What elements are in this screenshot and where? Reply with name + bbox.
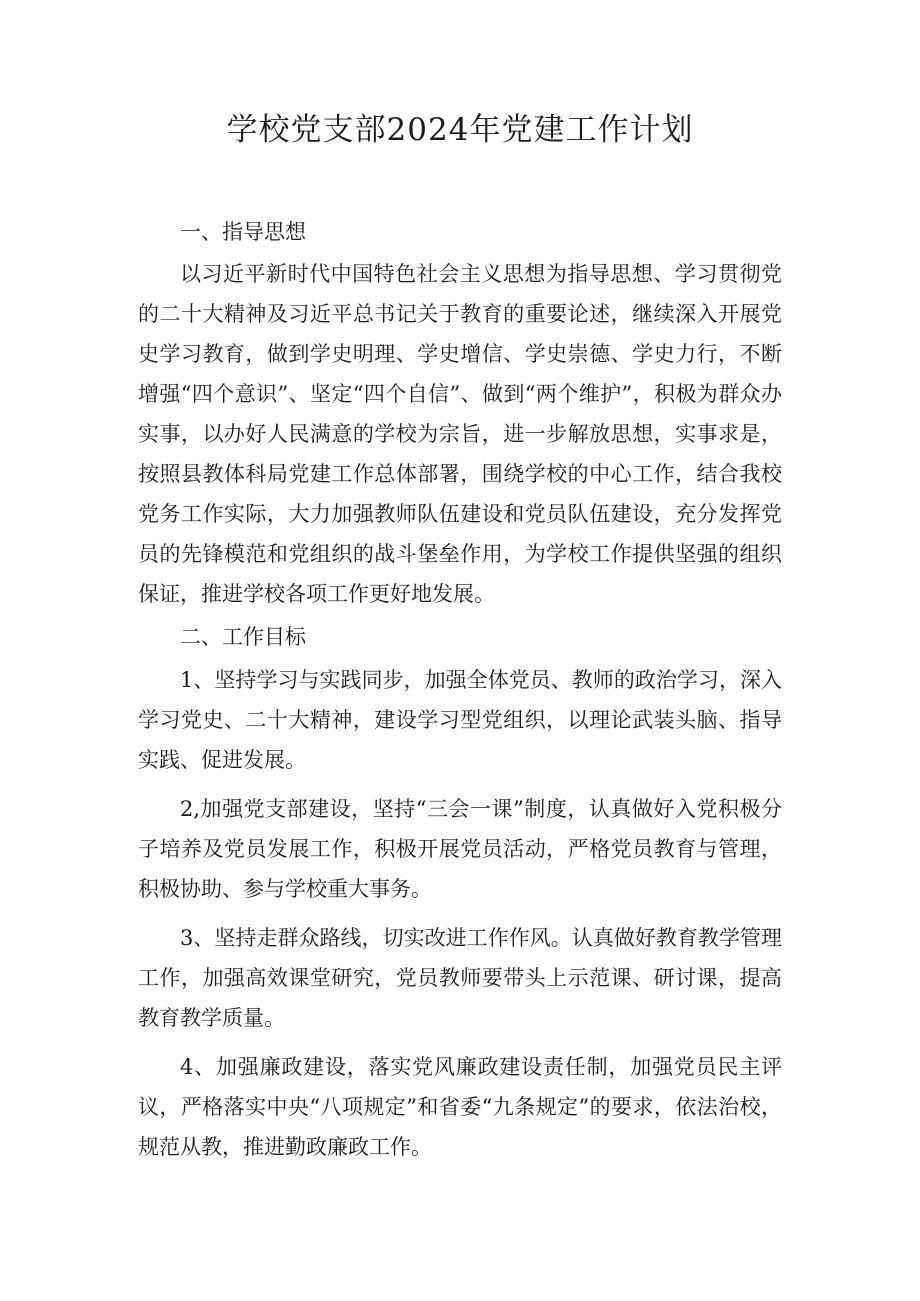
paragraph-goal-3: 3、坚持走群众路线，切实改进工作作风。认真做好教育教学管理工作，加强高效课堂研究，党员教师要带头上示范课、研讨课，提高教育教学质量。	[138, 926, 782, 1030]
document-title: 学校党支部2024年党建工作计划	[226, 112, 694, 148]
paragraph-goal-4: 4、加强廉政建设，落实党风廉政建设责任制，加强党员民主评议，严格落实中央“八项规定”和省委“九条规定”的要求，依法治校，规范从教，推进勤政廉政工作。	[138, 1055, 782, 1159]
paragraph-goal-1: 1、坚持学习与实践同步，加强全体党员、教师的政治学习，深入学习党史、二十大精神，建设学习型党组织，以理论武装头脑、指导实践、促进发展。	[138, 668, 782, 772]
section-heading-work-goals: 二、工作目标	[180, 625, 306, 649]
paragraph-goal-2: 2,加强党支部建设，坚持“三会一课”制度，认真做好入党积极分子培养及党员发展工作，积极开展党员活动，严格党员教育与管理，积极协助、参与学校重大事务。	[138, 797, 782, 901]
document-body	[138, 212, 782, 1167]
section-heading-guiding-ideology: 一、指导思想	[180, 220, 306, 244]
paragraph-guiding-ideology: 以习近平新时代中国特色社会主义思想为指导思想、学习贯彻党的二十大精神及习近平总书记关于教育的重要论述，继续深入开展党史学习教育，做到学史明理、学史增信、学史崇德、学史力行，不断增强“四个意识”、坚定“四个自信”、做到“两个维护”，积极为群众办实事，以办好人民满意的学校为宗旨，进一步解放思想，实事求是，按照县教体科局党建工作总体部署，围绕学校的中心工作，结合我校党务工作实际，大力加强教师队伍建设和党员队伍建设，充分发挥党员的先锋模范和党组织的战斗堡垒作用，为学校工作提供坚强的组织保证，推进学校各项工作更好地发展。	[138, 262, 782, 606]
